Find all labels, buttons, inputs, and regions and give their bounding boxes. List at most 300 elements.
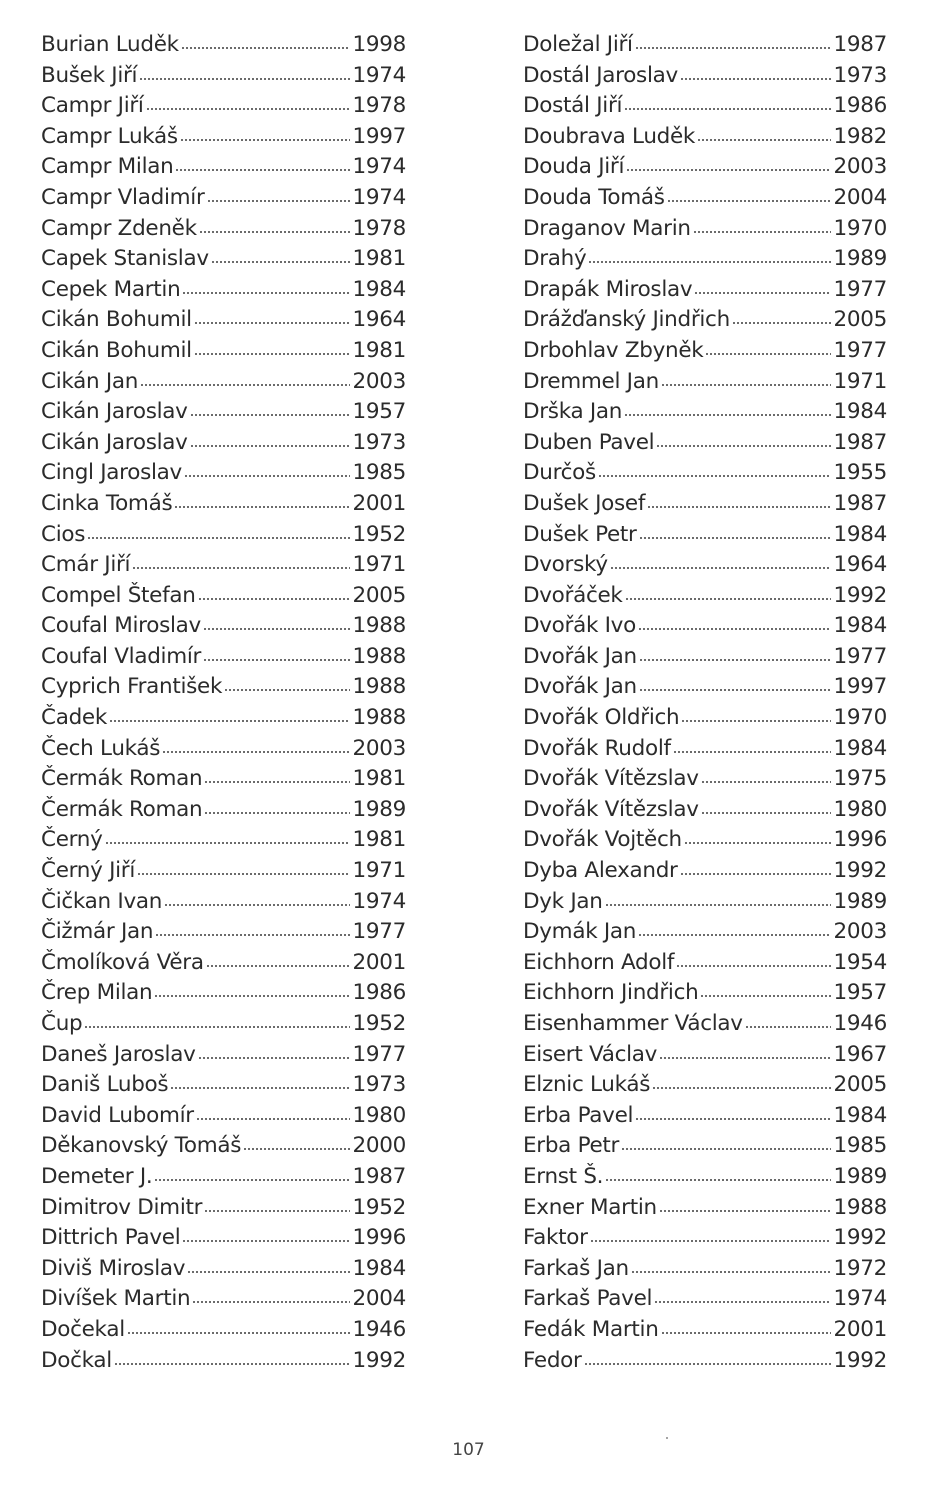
index-entry — [41, 152, 406, 183]
dot-leader — [624, 108, 831, 110]
entry-year: 1988 — [833, 1194, 887, 1220]
dot-leader — [624, 414, 831, 416]
index-entry — [523, 795, 887, 826]
index-entry — [41, 550, 406, 581]
index-entry — [41, 183, 406, 214]
dot-leader — [105, 842, 351, 844]
entry-year: 1954 — [833, 949, 887, 975]
entry-name: Drapák Miroslav — [523, 276, 693, 302]
entry-year: 1955 — [833, 460, 887, 486]
entry-year: 1989 — [833, 1163, 887, 1189]
entry-year: 1952 — [352, 1194, 406, 1220]
index-entry — [523, 1223, 887, 1254]
dot-leader — [639, 537, 832, 539]
dot-leader — [638, 628, 832, 630]
index-entry — [41, 948, 406, 979]
dot-leader — [621, 1148, 831, 1150]
entry-name: Eichhorn Jindřich — [523, 980, 699, 1006]
index-entry — [523, 458, 887, 489]
dot-leader — [639, 659, 832, 661]
dot-leader — [181, 47, 351, 49]
entry-name: Dittrich Pavel — [41, 1225, 181, 1251]
entry-year: 1974 — [352, 154, 406, 180]
entry-name: Dostál Jaroslav — [523, 62, 678, 88]
index-entry — [41, 30, 406, 61]
dot-leader — [659, 1210, 832, 1212]
index-entry — [523, 978, 887, 1009]
index-entry — [41, 1101, 406, 1132]
dot-leader — [625, 598, 832, 600]
entry-name: Campr Zdeněk — [41, 215, 197, 241]
dot-leader — [187, 1271, 350, 1273]
entry-year: 1970 — [833, 705, 887, 731]
index-entry — [41, 1009, 406, 1040]
entry-year: 2003 — [352, 735, 406, 761]
dot-leader — [184, 475, 350, 477]
entry-name: Exner Martin — [523, 1194, 657, 1220]
entry-name: Drážďanský Jindřich — [523, 307, 730, 333]
index-entry — [523, 305, 887, 336]
entry-name: Douda Tomáš — [523, 184, 665, 210]
entry-year: 1967 — [833, 1041, 887, 1067]
entry-name: Coufal Vladimír — [41, 643, 202, 669]
entry-year: 2001 — [352, 490, 406, 516]
entry-name: Elznic Lukáš — [523, 1072, 651, 1098]
entry-name: Coufal Miroslav — [41, 613, 201, 639]
dot-leader — [164, 904, 350, 906]
entry-year: 1980 — [352, 1102, 406, 1128]
entry-name: Čadek — [41, 705, 108, 731]
dot-leader — [203, 659, 350, 661]
entry-name: Daniš Luboš — [41, 1072, 169, 1098]
entry-name: Faktor — [523, 1225, 588, 1251]
index-entry — [523, 1315, 887, 1346]
index-entry — [41, 397, 406, 428]
dot-leader — [139, 78, 350, 80]
index-entry — [523, 764, 887, 795]
entry-name: Čech Lukáš — [41, 735, 161, 761]
dot-leader — [87, 537, 350, 539]
dot-leader — [224, 689, 350, 691]
entry-year: 1980 — [833, 796, 887, 822]
entry-year: 1989 — [833, 246, 887, 272]
index-entry — [523, 1070, 887, 1101]
entry-year: 1998 — [352, 32, 406, 57]
entry-name: Erba Pavel — [523, 1102, 634, 1128]
dot-leader — [647, 506, 831, 508]
index-entry — [41, 428, 406, 459]
dot-leader — [681, 720, 831, 722]
entry-name: Duben Pavel — [523, 429, 655, 455]
entry-year: 1970 — [833, 215, 887, 241]
entry-name: Čičkan Ivan — [41, 888, 163, 914]
entry-year: 2005 — [833, 307, 887, 333]
entry-year: 1957 — [352, 399, 406, 425]
index-entry — [523, 703, 887, 734]
dot-leader — [207, 200, 351, 202]
entry-year: 2000 — [352, 1133, 406, 1159]
index-entry — [41, 1284, 406, 1315]
index-entry — [523, 581, 887, 612]
entry-name: Cikán Jan — [41, 368, 139, 394]
dot-leader — [194, 322, 351, 324]
index-entry — [41, 367, 406, 398]
entry-year: 1997 — [352, 123, 406, 149]
dot-leader — [667, 200, 832, 202]
entry-name: Eisert Václav — [523, 1041, 658, 1067]
index-entry — [41, 734, 406, 765]
index-entry — [523, 642, 887, 673]
entry-year: 1984 — [833, 521, 887, 547]
entry-name: Demeter J. — [41, 1163, 153, 1189]
entry-name: Cikán Jaroslav — [41, 429, 188, 455]
entry-name: David Lubomír — [41, 1102, 194, 1128]
entry-name: Drbohlav Zbyněk — [523, 337, 704, 363]
index-entry — [41, 642, 406, 673]
index-entry — [523, 91, 887, 122]
entry-year: 1981 — [352, 766, 406, 792]
dot-leader — [190, 414, 351, 416]
index-entry — [523, 183, 887, 214]
dot-leader — [610, 567, 832, 569]
dot-leader — [137, 873, 350, 875]
entry-year: 1973 — [833, 62, 887, 88]
entry-name: Douda Jiří — [523, 154, 625, 180]
dot-leader — [154, 1179, 350, 1181]
entry-name: Cinka Tomáš — [41, 490, 173, 516]
entry-year: 1972 — [833, 1255, 887, 1281]
entry-year: 1946 — [833, 1011, 887, 1036]
entry-name: Farkaš Pavel — [523, 1286, 653, 1312]
dot-leader — [626, 169, 831, 171]
entry-name: Dvořák Vítězslav — [523, 766, 699, 792]
index-entry — [41, 520, 406, 551]
entry-name: Campr Lukáš — [41, 123, 178, 149]
entry-year: 1997 — [833, 674, 887, 700]
dot-leader — [639, 689, 832, 691]
index-entry — [523, 275, 887, 306]
entry-name: Durčoš — [523, 460, 596, 486]
entry-year: 2001 — [352, 949, 406, 975]
index-entry — [41, 458, 406, 489]
entry-name: Burian Luděk — [41, 32, 179, 57]
index-entry — [41, 887, 406, 918]
entry-year: 1987 — [352, 1163, 406, 1189]
index-entry — [523, 672, 887, 703]
entry-year: 2005 — [352, 582, 406, 608]
dot-leader — [114, 1363, 351, 1365]
dot-leader — [190, 445, 351, 447]
entry-year: 1977 — [833, 337, 887, 363]
entry-name: Čermák Roman — [41, 796, 203, 822]
dot-leader — [676, 965, 831, 967]
index-entry — [41, 275, 406, 306]
index-entry — [523, 30, 887, 61]
entry-year: 2004 — [352, 1286, 406, 1312]
entry-year: 1974 — [352, 62, 406, 88]
dot-leader — [661, 384, 832, 386]
entry-name: Fedák Martin — [523, 1316, 659, 1342]
dot-leader — [155, 934, 350, 936]
index-entry — [41, 91, 406, 122]
entry-name: Dyba Alexandr — [523, 858, 678, 884]
entry-name: Capek Stanislav — [41, 246, 209, 272]
dot-leader — [631, 1271, 832, 1273]
dot-leader — [705, 353, 831, 355]
entry-year: 1964 — [352, 307, 406, 333]
entry-year: 1984 — [833, 1102, 887, 1128]
index-entry — [41, 122, 406, 153]
entry-name: Eisenhammer Václav — [523, 1011, 743, 1036]
entry-year: 1975 — [833, 766, 887, 792]
entry-year: 1978 — [352, 215, 406, 241]
dot-leader — [745, 1026, 832, 1028]
entry-year: 1977 — [352, 1041, 406, 1067]
dot-leader — [605, 904, 832, 906]
entry-name: Dvořák Ivo — [523, 613, 636, 639]
entry-year: 2004 — [833, 184, 887, 210]
dot-leader — [204, 1210, 350, 1212]
entry-year: 1981 — [352, 827, 406, 853]
index-entry — [41, 214, 406, 245]
dot-leader — [146, 108, 351, 110]
entry-year: 1988 — [352, 705, 406, 731]
dot-leader — [700, 995, 831, 997]
entry-name: Drahý — [523, 246, 587, 272]
entry-year: 1974 — [352, 888, 406, 914]
entry-year: 1984 — [833, 613, 887, 639]
entry-year: 1974 — [833, 1286, 887, 1312]
index-entry — [41, 1162, 406, 1193]
index-entry — [41, 795, 406, 826]
entry-year: 1981 — [352, 337, 406, 363]
dot-leader — [174, 506, 350, 508]
entry-year: 1973 — [352, 429, 406, 455]
index-entry — [523, 1254, 887, 1285]
dot-leader — [661, 1332, 832, 1334]
entry-year: 1984 — [352, 1255, 406, 1281]
index-entry — [41, 856, 406, 887]
entry-name: Dočekal — [41, 1316, 125, 1342]
entry-name: Dvořák Jan — [523, 674, 637, 700]
entry-name: Cyprich František — [41, 674, 223, 700]
index-entry — [523, 122, 887, 153]
dot-leader — [598, 475, 832, 477]
dot-leader — [182, 292, 350, 294]
entry-year: 2003 — [352, 368, 406, 394]
dot-leader — [154, 995, 350, 997]
entry-year: 1977 — [833, 643, 887, 669]
index-entry — [41, 1040, 406, 1071]
entry-year: 1984 — [833, 735, 887, 761]
index-entry — [41, 703, 406, 734]
entry-name: Dušek Josef — [523, 490, 646, 516]
entry-year: 1988 — [352, 613, 406, 639]
entry-name: Campr Milan — [41, 154, 174, 180]
dot-leader — [198, 1057, 351, 1059]
index-entry — [523, 336, 887, 367]
entry-year: 1952 — [352, 521, 406, 547]
dot-leader — [84, 1026, 350, 1028]
index-entry — [41, 1070, 406, 1101]
entry-name: Dymák Jan — [523, 919, 637, 945]
dot-leader — [590, 1240, 832, 1242]
entry-name: Cepek Martin — [41, 276, 181, 302]
entry-name: Doležal Jiří — [523, 32, 633, 57]
entry-year: 1996 — [833, 827, 887, 853]
index-entry — [41, 764, 406, 795]
entry-year: 1987 — [833, 429, 887, 455]
index-entry — [41, 336, 406, 367]
dot-leader — [680, 873, 832, 875]
entry-name: Eichhorn Adolf — [523, 949, 675, 975]
dot-leader — [635, 1118, 831, 1120]
entry-name: Doubrava Luděk — [523, 123, 696, 149]
entry-name: Farkaš Jan — [523, 1255, 629, 1281]
entry-name: Divíšek Martin — [41, 1286, 191, 1312]
index-entry — [523, 1193, 887, 1224]
entry-year: 2003 — [833, 154, 887, 180]
entry-name: Dremmel Jan — [523, 368, 659, 394]
dot-leader — [584, 1363, 832, 1365]
index-entry — [41, 489, 406, 520]
dot-leader — [693, 231, 832, 233]
dot-leader — [196, 1118, 351, 1120]
dot-leader — [701, 781, 832, 783]
entry-name: Děkanovský Tomáš — [41, 1133, 242, 1159]
index-entry — [523, 856, 887, 887]
index-entry — [41, 611, 406, 642]
entry-year: 1986 — [352, 980, 406, 1006]
entry-name: Erba Petr — [523, 1133, 620, 1159]
entry-name: Campr Jiří — [41, 93, 144, 119]
index-column-left — [41, 30, 406, 1376]
index-entry — [41, 1315, 406, 1346]
index-entry — [41, 825, 406, 856]
entry-name: Dušek Petr — [523, 521, 637, 547]
entry-name: Dvořák Rudolf — [523, 735, 671, 761]
index-column-right — [523, 30, 887, 1376]
index-entry — [523, 152, 887, 183]
dot-leader — [140, 384, 350, 386]
index-entry — [41, 1193, 406, 1224]
dot-leader — [652, 1087, 831, 1089]
index-entry — [523, 520, 887, 551]
dot-leader — [127, 1332, 351, 1334]
entry-year: 2001 — [833, 1316, 887, 1342]
entry-year: 1982 — [833, 123, 887, 149]
entry-name: Dyk Jan — [523, 888, 603, 914]
entry-year: 1981 — [352, 246, 406, 272]
index-entry — [523, 1346, 887, 1377]
index-entry — [523, 1162, 887, 1193]
entry-year: 1996 — [352, 1225, 406, 1251]
index-entry — [523, 917, 887, 948]
entry-year: 1988 — [352, 674, 406, 700]
entry-year: 1985 — [352, 460, 406, 486]
entry-year: 1984 — [833, 399, 887, 425]
index-entry — [523, 1009, 887, 1040]
index-entry — [523, 61, 887, 92]
dot-leader — [694, 292, 831, 294]
index-entry — [523, 1040, 887, 1071]
entry-year: 1952 — [352, 1011, 406, 1036]
dot-leader — [199, 231, 351, 233]
dot-leader — [170, 1087, 350, 1089]
index-entry — [41, 917, 406, 948]
entry-name: Čižmár Jan — [41, 919, 154, 945]
dot-leader — [673, 751, 832, 753]
index-entry — [523, 825, 887, 856]
entry-name: Compel Štefan — [41, 582, 196, 608]
index-entry — [41, 581, 406, 612]
index-entry — [523, 948, 887, 979]
entry-name: Cingl Jaroslav — [41, 460, 182, 486]
dot-leader — [211, 261, 351, 263]
entry-year: 1992 — [833, 858, 887, 884]
entry-name: Čup — [41, 1011, 83, 1036]
entry-year: 1977 — [352, 919, 406, 945]
entry-year: 1992 — [833, 582, 887, 608]
entry-year: 1973 — [352, 1072, 406, 1098]
dot-leader — [206, 965, 351, 967]
entry-name: Fedor — [523, 1347, 582, 1373]
entry-name: Dvořák Vítězslav — [523, 796, 699, 822]
dot-leader — [194, 353, 351, 355]
dot-leader — [162, 751, 350, 753]
entry-name: Campr Vladimír — [41, 184, 205, 210]
entry-name: Čmolíková Věra — [41, 949, 204, 975]
index-entry — [523, 244, 887, 275]
entry-year: 1992 — [833, 1225, 887, 1251]
entry-year: 1971 — [833, 368, 887, 394]
entry-name: Dočkal — [41, 1347, 112, 1373]
index-entry — [523, 367, 887, 398]
entry-year: 1992 — [352, 1347, 406, 1373]
dot-leader — [198, 598, 351, 600]
entry-name: Černý Jiří — [41, 858, 136, 884]
entry-name: Daneš Jaroslav — [41, 1041, 196, 1067]
dot-leader — [638, 934, 831, 936]
entry-year: 1971 — [352, 552, 406, 578]
index-entry — [41, 61, 406, 92]
entry-name: Cikán Jaroslav — [41, 399, 188, 425]
dot-leader — [109, 720, 350, 722]
entry-year: 1987 — [833, 490, 887, 516]
index-entry — [523, 1284, 887, 1315]
dot-leader — [654, 1301, 831, 1303]
entry-name: Dvorský — [523, 552, 608, 578]
entry-year: 1985 — [833, 1133, 887, 1159]
dot-leader — [656, 445, 831, 447]
dot-leader — [180, 139, 351, 141]
entry-year: 1988 — [352, 643, 406, 669]
index-entry — [523, 734, 887, 765]
entry-year: 1977 — [833, 276, 887, 302]
entry-year: 1964 — [833, 552, 887, 578]
entry-year: 1987 — [833, 32, 887, 57]
dot-leader — [605, 1179, 831, 1181]
entry-name: Ernst Š. — [523, 1163, 604, 1189]
dot-leader — [635, 47, 832, 49]
index-entry — [41, 1223, 406, 1254]
entry-name: Draganov Marin — [523, 215, 691, 241]
print-speck — [666, 1437, 668, 1439]
entry-year: 2005 — [833, 1072, 887, 1098]
dot-leader — [203, 628, 351, 630]
dot-leader — [182, 1240, 350, 1242]
index-entry — [523, 1101, 887, 1132]
